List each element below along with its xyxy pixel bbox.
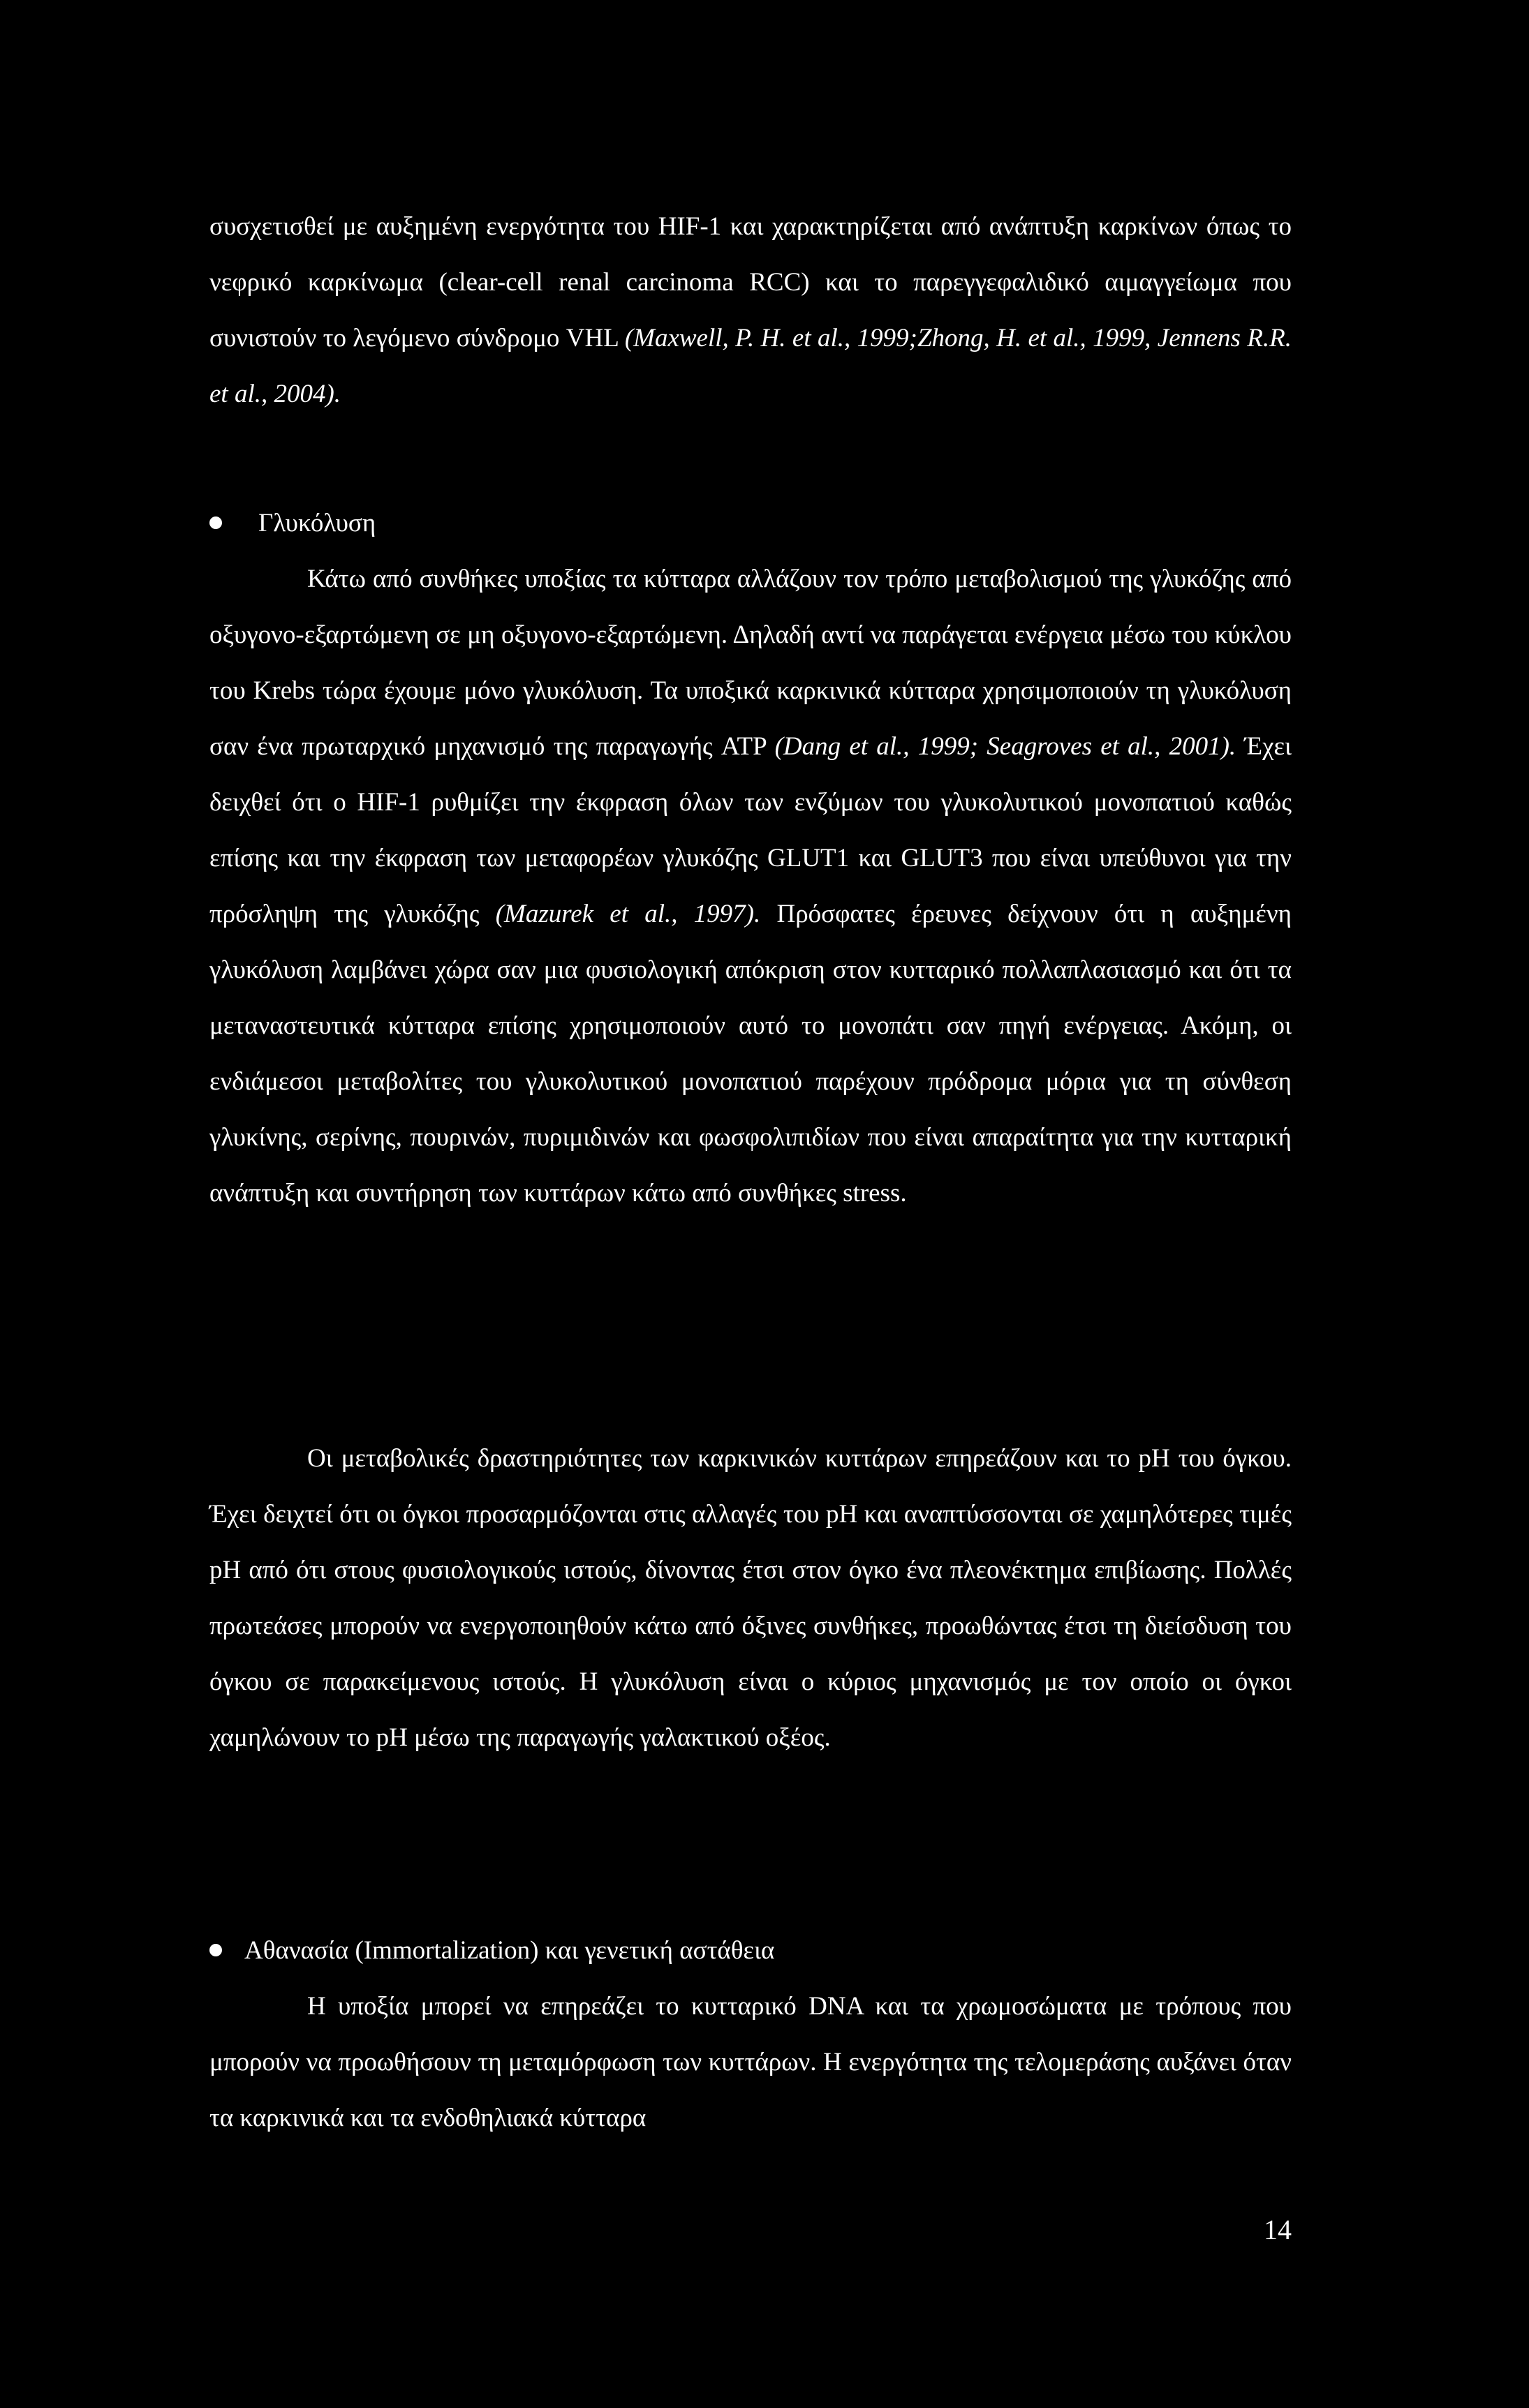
paragraph-text: Πρόσφατες έρευνες δείχνουν ότι η αυξημένη γλυκόλυση λαμβάνει χώρα σαν μια φυσιολογική απόκριση στον κυτταρικό πολλαπλασιασμό και ότι τα μεταναστευτικά κύτταρα επίσης χρησιμοποιούν αυτό το μονοπάτι σαν πηγή ενέργειας. Ακόμη, οι ενδιάμεσοι μεταβολίτες του γλυκολυτικού μονοπατιού παρέχουν πρόδρομα μόρια για τη σύνθεση γλυκίνης, σερίνης, πουρινών, πυριμιδινών και φωσφολιπιδίων που είναι απαραίτητα για την κυτταρική ανάπτυξη και συντήρηση των κυττάρων κάτω από συνθήκες stress. (209, 900, 1292, 1207)
bullet-heading-immortalization (209, 1923, 1292, 1979)
paragraph-text: Κάτω από συνθήκες υποξίας τα κύτταρα αλλάζουν τον τρόπο μεταβολισμού της γλυκόζης από οξυγονο-εξαρτώμενη σε μη οξυγονο-εξαρτώμενη. Δηλαδή αντί να παράγεται ενέργεια μέσω του κύκλου του Krebs τώρα έχουμε μόνο γλυκόλυση. Τα υποξικά καρκινικά κύτταρα χρησιμοποιούν τη γλυκόλυση σαν ένα πρωταρχικό μηχανισμό της παραγωγής ATP (209, 565, 1292, 761)
section-heading: Αθανασία (Immortalization) και γενετική αστάθεια (244, 1936, 775, 1965)
paragraph-immortalization (209, 1979, 1292, 2146)
paragraph-text: Η υποξία μπορεί να επηρεάζει το κυτταρικό DNA και τα χρωμοσώματα με τρόπους που μπορούν να προωθήσουν τη μεταμόρφωση των κυττάρων. Η ενεργότητα της τελομεράσης αυξάνει όταν τα καρκινικά και τα ενδοθηλιακά κύτταρα (209, 1992, 1292, 2132)
citation: (Maxwell, P. H. et al., 1999;Zhong, H. et al., 1999, Jennens R.R. et al., 2004). (209, 324, 1292, 408)
bullet-heading-glycolysis (209, 496, 1292, 551)
paragraph-text: συσχετισθεί με αυξημένη ενεργότητα του HIF-1 και χαρακτηρίζεται από ανάπτυξη καρκίνων όπως το νεφρικό καρκίνωμα (clear-cell renal carcinoma RCC) και το παρεγγεφαλιδικό αιμαγγείωμα που συνιστούν το λεγόμενο σύνδρομο VHL (209, 212, 1292, 352)
paragraph-hif1-continuation (209, 199, 1292, 422)
page-number: 14 (1264, 2214, 1292, 2245)
paragraph-text: Οι μεταβολικές δραστηριότητες των καρκινικών κυττάρων επηρεάζουν και το pH του όγκου. Έχει δειχτεί ότι οι όγκοι προσαρμόζονται στις αλλαγές του pH και αναπτύσσονται σε χαμηλότερες τιμές pH από ότι στους φυσιολογικούς ιστούς, δίνοντας έτσι στον όγκο ένα πλεονέκτημα επιβίωσης. Πολλές πρωτεάσες μπορούν να ενεργοποιηθούν κάτω από όξινες συνθήκες, προωθώντας έτσι τη διείσδυση του όγκου σε παρακείμενους ιστούς. Η γλυκόλυση είναι ο κύριος μηχανισμός με τον οποίο οι όγκοι χαμηλώνουν το pH μέσω της παραγωγής γαλακτικού οξέος. (209, 1444, 1292, 1752)
bullet-icon (209, 1944, 222, 1956)
paragraph-glycolysis-1 (209, 551, 1292, 1221)
bullet-icon (209, 516, 222, 529)
citation: (Mazurek et al., 1997). (495, 900, 761, 928)
citation: (Dang et al., 1999; Seagroves et al., 2001). (774, 732, 1236, 761)
paragraph-glycolysis-2 (209, 1431, 1292, 1766)
paragraph-text: Έχει δειχθεί ότι ο HIF-1 ρυθμίζει την έκφραση όλων των ενζύμων του γλυκολυτικού μονοπατιού καθώς επίσης και την έκφραση των μεταφορέων γλυκόζης GLUT1 και GLUT3 που είναι υπεύθυνοι για την πρόσληψη της γλυκόζης (209, 732, 1292, 928)
section-heading: Γλυκόλυση (258, 509, 376, 537)
